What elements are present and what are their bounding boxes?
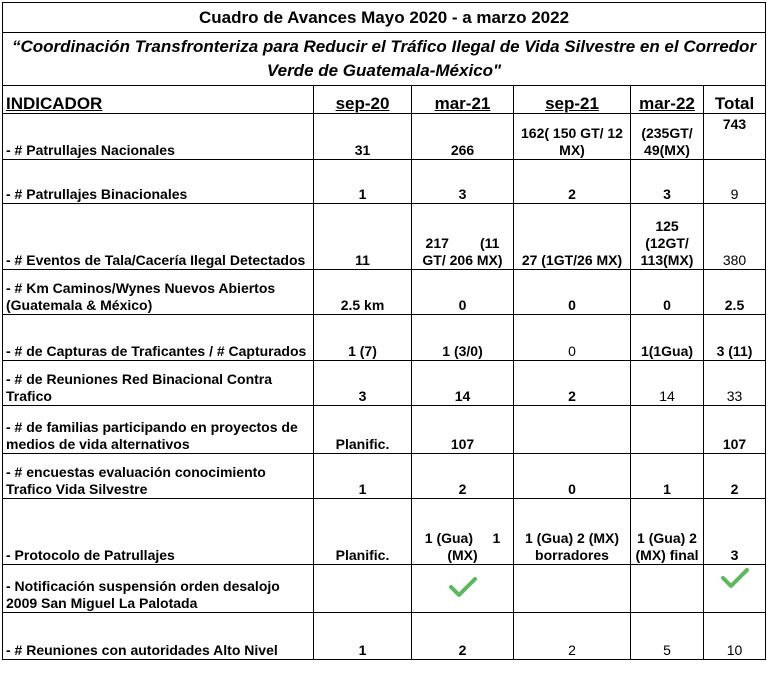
value-mar-22: 125 (12GT/ 113(MX): [631, 204, 704, 270]
value-total: 107: [704, 406, 766, 454]
value-total: 2: [704, 454, 766, 499]
value-sep-21: 162( 150 GT/ 12 MX): [514, 114, 631, 160]
indicator-cell: - # de Capturas de Traficantes / # Capturados: [3, 315, 314, 361]
indicator-cell: - # Patrullajes Binacionales: [3, 160, 314, 204]
indicator-cell: - # de Reuniones Red Binacional Contra Trafico: [3, 361, 314, 406]
table-row: [3, 565, 766, 613]
value-total: 3 (11): [704, 315, 766, 361]
header-mar-21: mar-21: [412, 86, 514, 114]
table-row: [3, 361, 766, 406]
header-sep-20: sep-20: [314, 86, 412, 114]
indicator-cell: - # Eventos de Tala/Cacería Ilegal Detectados: [3, 204, 314, 270]
value-mar-21: 2: [412, 613, 514, 660]
table-row: [3, 160, 766, 204]
value-sep-20: [314, 565, 412, 613]
value-mar-22: [631, 565, 704, 613]
value-total: 9: [704, 160, 766, 204]
value-mar-21: 0: [412, 270, 514, 315]
value-mar-21: 1 (Gua) 1 (MX): [412, 499, 514, 565]
value-sep-21: [514, 565, 631, 613]
value-total: 3: [704, 499, 766, 565]
value-sep-21: 0: [514, 454, 631, 499]
indicator-cell: - # Km Caminos/Wynes Nuevos Abiertos (Guatemala & México): [3, 270, 314, 315]
value-sep-20: Planific.: [314, 406, 412, 454]
value-sep-21: 27 (1GT/26 MX): [514, 204, 631, 270]
value-sep-20: 1 (7): [314, 315, 412, 361]
value-mar-22: 1 (Gua) 2 (MX) final: [631, 499, 704, 565]
value-total: [704, 565, 766, 613]
header-indicador: INDICADOR: [3, 86, 314, 114]
table-row: [3, 114, 766, 160]
value-sep-20: 1: [314, 160, 412, 204]
header-sep-21: sep-21: [514, 86, 631, 114]
value-sep-21: 1 (Gua) 2 (MX) borradores: [514, 499, 631, 565]
indicator-cell: - # de familias participando en proyectos de medios de vida alternativos: [3, 406, 314, 454]
header-row: [3, 86, 766, 114]
value-mar-21: 3: [412, 160, 514, 204]
table-row: [3, 204, 766, 270]
value-sep-20: Planific.: [314, 499, 412, 565]
value-total: 10: [704, 613, 766, 660]
header-total: Total: [704, 86, 766, 114]
indicator-cell: - Notificación suspensión orden desalojo 2009 San Miguel La Palotada: [3, 565, 314, 613]
value-mar-22: 1: [631, 454, 704, 499]
table-row: [3, 270, 766, 315]
value-mar-22: (235GT/ 49(MX): [631, 114, 704, 160]
value-mar-21: 1 (3/0): [412, 315, 514, 361]
value-mar-22: [631, 406, 704, 454]
value-sep-20: 3: [314, 361, 412, 406]
indicator-cell: - # Reuniones con autoridades Alto Nivel: [3, 613, 314, 660]
value-sep-20: 31: [314, 114, 412, 160]
header-mar-22: mar-22: [631, 86, 704, 114]
value-sep-21: 2: [514, 613, 631, 660]
value-mar-22: 3: [631, 160, 704, 204]
value-mar-21: 14: [412, 361, 514, 406]
value-sep-20: 1: [314, 613, 412, 660]
value-sep-21: 2: [514, 160, 631, 204]
value-mar-21: 266: [412, 114, 514, 160]
indicator-cell: - Protocolo de Patrullajes: [3, 499, 314, 565]
progress-table: [2, 2, 766, 660]
checkmark-icon: [448, 576, 478, 598]
value-mar-22: 14: [631, 361, 704, 406]
checkmark-icon: [720, 567, 750, 589]
value-sep-20: 11: [314, 204, 412, 270]
value-sep-20: 2.5 km: [314, 270, 412, 315]
table-title: Cuadro de Avances Mayo 2020 - a marzo 2022: [3, 3, 766, 33]
value-mar-22: 5: [631, 613, 704, 660]
value-mar-22: 1(1Gua): [631, 315, 704, 361]
value-mar-21: 2: [412, 454, 514, 499]
value-sep-21: 0: [514, 315, 631, 361]
indicator-cell: - # Patrullajes Nacionales: [3, 114, 314, 160]
table-row: [3, 613, 766, 660]
value-sep-21: [514, 406, 631, 454]
value-total: 33: [704, 361, 766, 406]
indicator-cell: - # encuestas evaluación conocimiento Trafico Vida Silvestre: [3, 454, 314, 499]
value-sep-20: 1: [314, 454, 412, 499]
value-mar-21: 107: [412, 406, 514, 454]
value-sep-21: 2: [514, 361, 631, 406]
table-row: [3, 454, 766, 499]
value-mar-22: 0: [631, 270, 704, 315]
table-row: [3, 406, 766, 454]
value-total: 743: [704, 114, 766, 160]
progress-table-container: [2, 2, 765, 660]
value-total: 380: [704, 204, 766, 270]
value-mar-21: [412, 565, 514, 613]
value-total: 2.5: [704, 270, 766, 315]
table-row: [3, 499, 766, 565]
table-subtitle: “Coordinación Transfronteriza para Reducir el Tráfico Ilegal de Vida Silvestre en el Corredor Verde de Guatemala-México": [3, 33, 766, 86]
value-mar-21: 217 (11 GT/ 206 MX): [412, 204, 514, 270]
table-row: [3, 315, 766, 361]
value-sep-21: 0: [514, 270, 631, 315]
